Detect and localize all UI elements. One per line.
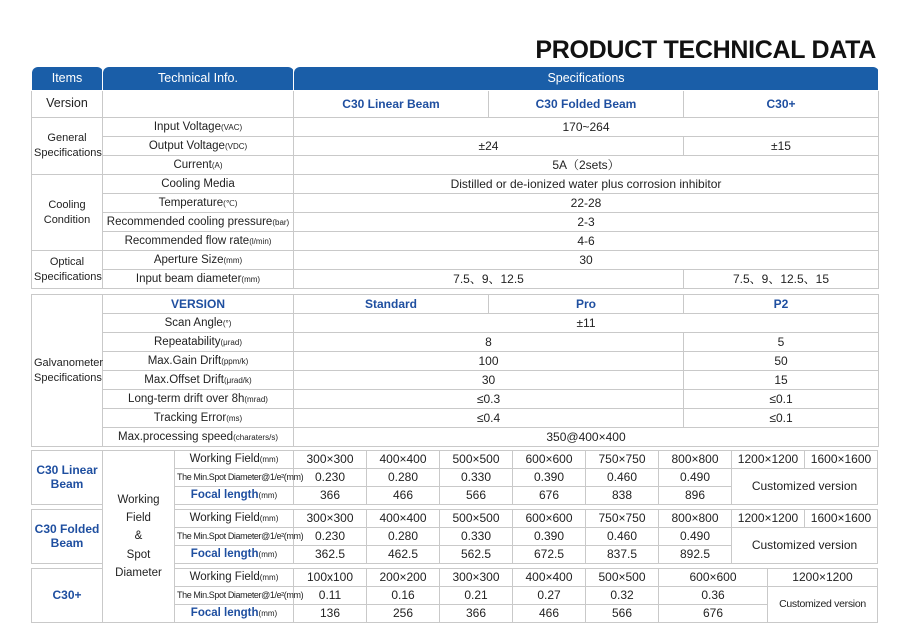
plus-focal-cell: 676 [659,605,768,623]
model-c30-folded: C30 Folded Beam [489,91,684,118]
linear-spot-cell: 0.330 [440,469,513,487]
plus-focal-cell: 466 [513,605,586,623]
plus-focal-cell: 256 [367,605,440,623]
beam-diameter-label: Input beam diameter(mm) [103,270,294,289]
linear-focal-cell: 838 [586,487,659,505]
flow-rate-label: Recommended flow rate(l/min) [103,232,294,251]
galvo-version-p2: P2 [684,295,879,314]
folded-focal-label: Focal length(mm) [175,546,294,564]
linear-field-cell: 600×600 [513,451,586,469]
flow-rate-value: 4-6 [294,232,879,251]
temperature-label: Temperature(℃) [103,194,294,213]
linear-working-field-label: Working Field(mm) [175,451,294,469]
repeatability-value-1: 8 [294,333,684,352]
plus-field-cell: 300×300 [440,569,513,587]
scan-angle-label: Scan Angle(°) [103,314,294,333]
output-voltage-label: Output Voltage(VDC) [103,137,294,156]
linear-spot-cell: 0.280 [367,469,440,487]
folded-field-cell: 1600×1600 [805,510,878,528]
plus-spot-cell: 0.16 [367,587,440,605]
model-c30-linear: C30 Linear Beam [294,91,489,118]
input-voltage-value: 170~264 [294,118,879,137]
aperture-value: 30 [294,251,879,270]
linear-focal-label: Focal length(mm) [175,487,294,505]
group-cooling: Cooling Condition [32,175,103,251]
header-technical-info: Technical Info. [103,67,294,91]
folded-working-field-label: Working Field(mm) [175,510,294,528]
linear-field-cell: 1600×1600 [805,451,878,469]
gain-drift-label: Max.Gain Drift(ppm/k) [103,352,294,371]
plus-working-field-label: Working Field(mm) [175,569,294,587]
plus-field-cell: 200×200 [367,569,440,587]
plus-customized-version: Customized version [768,587,878,623]
linear-focal-cell: 896 [659,487,732,505]
working-field-table [31,450,878,623]
linear-focal-cell: 676 [513,487,586,505]
temperature-value: 22-28 [294,194,879,213]
folded-field-cell: 500×500 [440,510,513,528]
model-c30-plus: C30+ [684,91,879,118]
tracking-error-label: Tracking Error(ms) [103,409,294,428]
spec-table [31,66,879,447]
working-field-spot-label: Working Field & Spot Diameter [103,451,175,623]
folded-field-cell: 600×600 [513,510,586,528]
model-label-folded: C30 Folded Beam [32,510,103,564]
header-items: Items [32,67,103,91]
plus-focal-cell: 136 [294,605,367,623]
processing-speed-label: Max.processing speed(charaters/s) [103,428,294,447]
plus-field-cell: 500×500 [586,569,659,587]
folded-focal-cell: 562.5 [440,546,513,564]
cooling-media-label: Cooling Media [103,175,294,194]
folded-focal-cell: 837.5 [586,546,659,564]
linear-field-cell: 400×400 [367,451,440,469]
plus-field-cell: 100x100 [294,569,367,587]
folded-field-cell: 800×800 [659,510,732,528]
cooling-media-value: Distilled or de-ionized water plus corrosion inhibitor [294,175,879,194]
linear-field-cell: 750×750 [586,451,659,469]
group-galvanometer: Galvanometer Specifications [32,295,103,447]
aperture-label: Aperture Size(mm) [103,251,294,270]
galvo-version-label: VERSION [103,295,294,314]
header-specifications: Specifications [294,67,879,91]
longterm-drift-label: Long-term drift over 8h(mrad) [103,390,294,409]
folded-focal-cell: 362.5 [294,546,367,564]
input-voltage-label: Input Voltage(VAC) [103,118,294,137]
version-label: Version [32,91,103,118]
plus-spot-cell: 0.36 [659,587,768,605]
gain-drift-value-2: 50 [684,352,879,371]
galvo-version-pro: Pro [489,295,684,314]
offset-drift-value-1: 30 [294,371,684,390]
folded-spot-cell: 0.280 [367,528,440,546]
repeatability-label: Repeatability(μrad) [103,333,294,352]
galvo-version-standard: Standard [294,295,489,314]
linear-field-cell: 300×300 [294,451,367,469]
group-general: General Specifications [32,118,103,175]
linear-field-cell: 800×800 [659,451,732,469]
repeatability-value-2: 5 [684,333,879,352]
processing-speed-value: 350@400×400 [294,428,879,447]
linear-spot-label: The Min.Spot Diameter@1/e²(mm) [175,469,294,487]
linear-field-cell: 500×500 [440,451,513,469]
tracking-error-value-1: ≤0.4 [294,409,684,428]
tracking-error-value-2: ≤0.1 [684,409,879,428]
plus-focal-label: Focal length(mm) [175,605,294,623]
folded-spot-label: The Min.Spot Diameter@1/e²(mm) [175,528,294,546]
linear-focal-cell: 566 [440,487,513,505]
folded-customized-version: Customized version [732,528,878,564]
beam-diameter-value-2: 7.5、9、12.5、15 [684,270,879,289]
model-label-linear: C30 Linear Beam [32,451,103,505]
plus-focal-cell: 566 [586,605,659,623]
current-label: Current(A) [103,156,294,175]
folded-field-cell: 750×750 [586,510,659,528]
scan-angle-value: ±11 [294,314,879,333]
version-empty [103,91,294,118]
plus-spot-label: The Min.Spot Diameter@1/e²(mm) [175,587,294,605]
plus-spot-cell: 0.27 [513,587,586,605]
current-value: 5A（2sets） [294,156,879,175]
plus-focal-cell: 366 [440,605,513,623]
cooling-pressure-label: Recommended cooling pressure(bar) [103,213,294,232]
folded-field-cell: 1200×1200 [732,510,805,528]
folded-spot-cell: 0.460 [586,528,659,546]
linear-focal-cell: 366 [294,487,367,505]
model-label-plus: C30+ [32,569,103,623]
output-voltage-value-2: ±15 [684,137,879,156]
longterm-drift-value-2: ≤0.1 [684,390,879,409]
output-voltage-value-1: ±24 [294,137,684,156]
linear-spot-cell: 0.390 [513,469,586,487]
folded-focal-cell: 892.5 [659,546,732,564]
folded-focal-cell: 462.5 [367,546,440,564]
linear-customized-version: Customized version [732,469,878,505]
group-optical: Optical Specifications [32,251,103,289]
folded-spot-cell: 0.390 [513,528,586,546]
linear-spot-cell: 0.490 [659,469,732,487]
beam-diameter-value-1: 7.5、9、12.5 [294,270,684,289]
folded-spot-cell: 0.490 [659,528,732,546]
plus-spot-cell: 0.11 [294,587,367,605]
plus-spot-cell: 0.32 [586,587,659,605]
folded-spot-cell: 0.230 [294,528,367,546]
linear-focal-cell: 466 [367,487,440,505]
plus-spot-cell: 0.21 [440,587,513,605]
folded-spot-cell: 0.330 [440,528,513,546]
gain-drift-value-1: 100 [294,352,684,371]
offset-drift-label: Max.Offset Drift(μrad/k) [103,371,294,390]
plus-field-cell: 400×400 [513,569,586,587]
linear-spot-cell: 0.460 [586,469,659,487]
folded-focal-cell: 672.5 [513,546,586,564]
folded-field-cell: 400×400 [367,510,440,528]
folded-field-cell: 300×300 [294,510,367,528]
page-title: PRODUCT TECHNICAL DATA [535,36,876,64]
linear-spot-cell: 0.230 [294,469,367,487]
linear-field-cell: 1200×1200 [732,451,805,469]
offset-drift-value-2: 15 [684,371,879,390]
plus-field-cell: 600×600 [659,569,768,587]
longterm-drift-value-1: ≤0.3 [294,390,684,409]
plus-field-cell: 1200×1200 [768,569,878,587]
cooling-pressure-value: 2-3 [294,213,879,232]
